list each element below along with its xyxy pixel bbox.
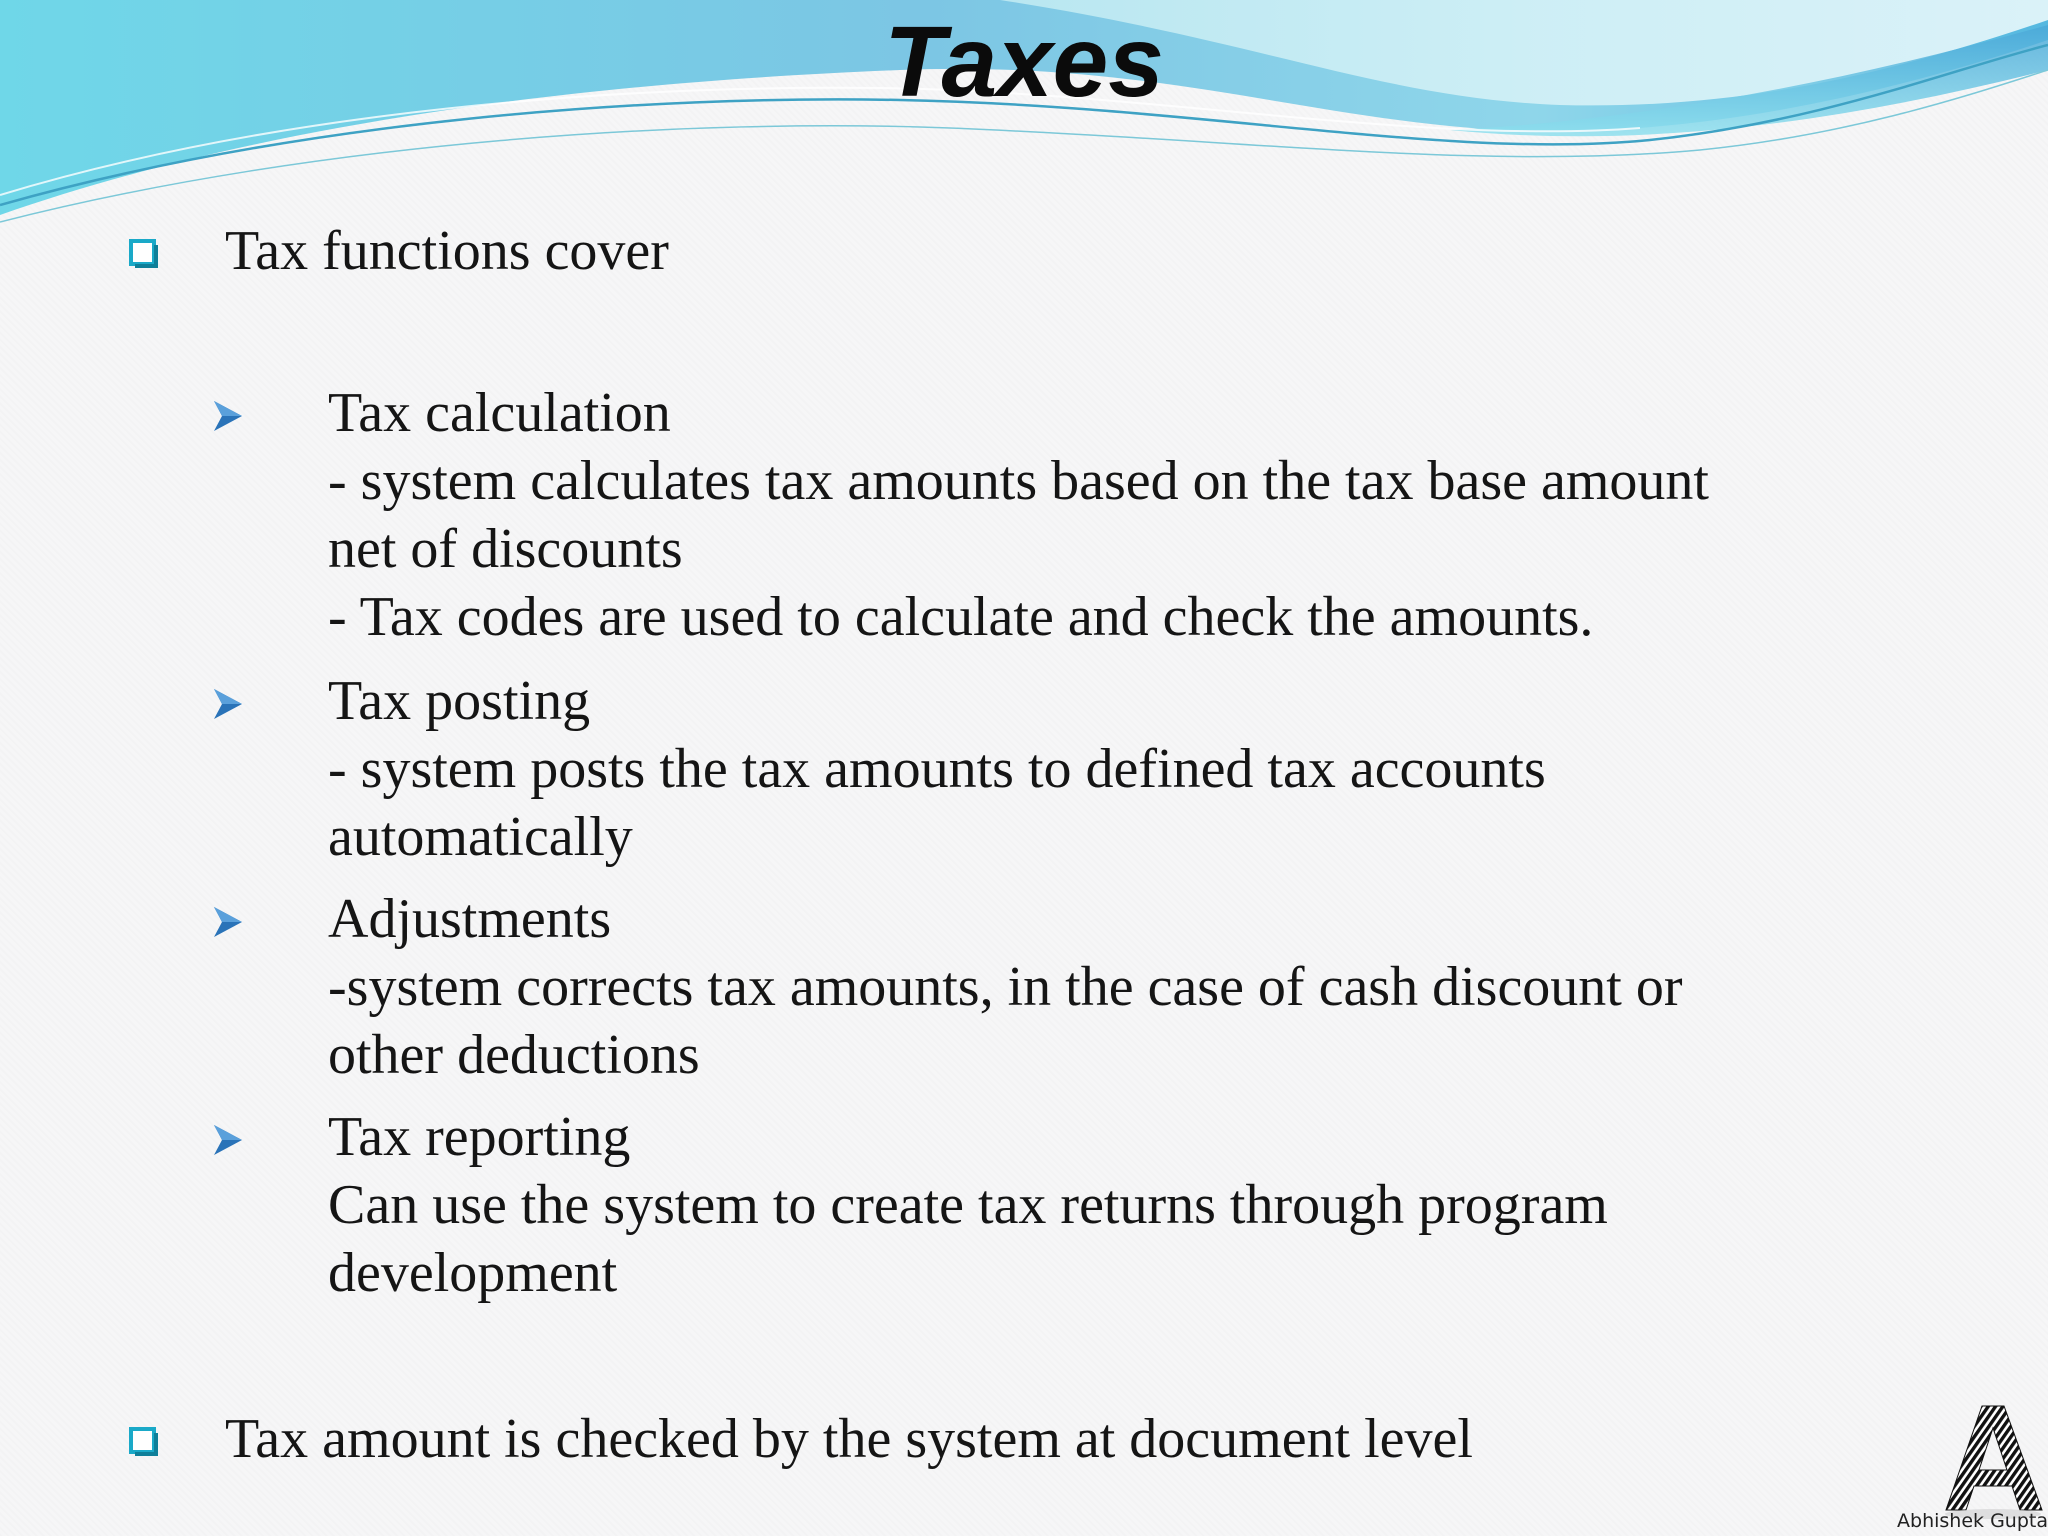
subitem-line: - Tax codes are used to calculate and check the amounts. [328, 586, 1594, 648]
subitem-line: - system calculates tax amounts based on the tax base amount [328, 450, 1709, 512]
subitem-line: net of discounts [328, 518, 683, 580]
arrowhead-bullet-icon [212, 1123, 244, 1157]
subitem-heading: Tax posting [328, 670, 591, 732]
bullet-text: Tax amount is checked by the system at document level [225, 1408, 1473, 1470]
arrowhead-bullet-icon [212, 399, 244, 433]
subitem-line: automatically [328, 806, 633, 868]
subitem-heading: Tax calculation [328, 382, 671, 444]
arrowhead-bullet-icon [212, 687, 244, 721]
subitem-line: -system corrects tax amounts, in the case of cash discount or [328, 956, 1683, 1018]
logo-caption: Abhishek Gupta [1897, 1510, 2048, 1532]
hollow-square-bullet-icon [129, 1427, 159, 1457]
arrowhead-bullet-icon [212, 905, 244, 939]
bullet-text: Tax functions cover [225, 220, 669, 282]
slide-title: Taxes [884, 6, 1164, 118]
subitem-line: Can use the system to create tax returns through program [328, 1174, 1608, 1236]
subitem-line: other deductions [328, 1024, 700, 1086]
subitem-line: development [328, 1242, 618, 1304]
subitem-heading: Tax reporting [328, 1106, 631, 1168]
subitem-heading: Adjustments [328, 888, 612, 950]
subitem-line: - system posts the tax amounts to defined tax accounts [328, 738, 1546, 800]
hollow-square-bullet-icon [129, 239, 159, 269]
